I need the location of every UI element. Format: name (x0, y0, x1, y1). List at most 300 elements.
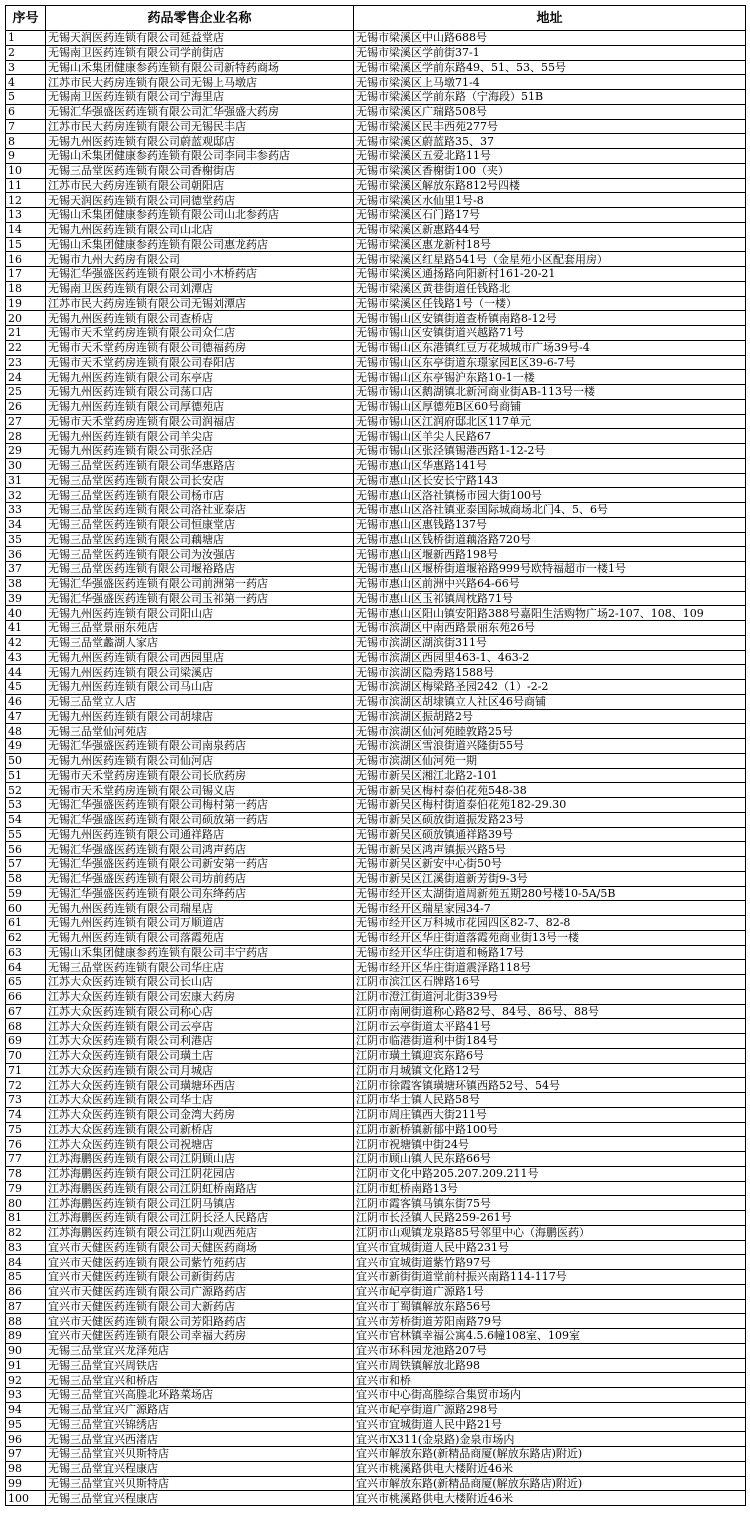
store-name: 无锡山禾集团健康参药连锁有限公司丰宁药店 (46, 945, 354, 960)
row-number: 19 (6, 296, 46, 311)
store-address: 无锡市梁溪区民丰西苑277号 (354, 119, 746, 134)
row-number: 56 (6, 842, 46, 857)
table-row (6, 1048, 746, 1063)
store-name: 无锡市天禾堂药房连锁有限公司德福药房 (46, 340, 354, 355)
store-name: 无锡三品堂医药连锁有限公司为汝强店 (46, 547, 354, 562)
store-name: 无锡三品堂医药连锁有限公司堰裕路店 (46, 562, 354, 577)
table-row (6, 975, 746, 990)
store-name: 江苏海鹏医药连锁有限公司江阴虹桥南路店 (46, 1181, 354, 1196)
table-row (6, 193, 746, 208)
table-row (6, 104, 746, 119)
store-name: 无锡三品堂景丽东苑店 (46, 621, 354, 636)
table-row (6, 252, 746, 267)
table-row (6, 1461, 746, 1476)
table-row (6, 1078, 746, 1093)
row-number: 69 (6, 1034, 46, 1049)
store-address: 无锡市梁溪区中山路688号 (354, 31, 746, 46)
store-address: 无锡市滨湖区隐秀路1588号 (354, 665, 746, 680)
table-row (6, 576, 746, 591)
row-number: 60 (6, 901, 46, 916)
table-row (6, 562, 746, 577)
table-row (6, 1388, 746, 1403)
store-address: 无锡市梁溪区水仙里1号-8 (354, 193, 746, 208)
store-address: 江阴市华士镇人民路58号 (354, 1093, 746, 1108)
table-row (6, 1476, 746, 1491)
row-number: 53 (6, 798, 46, 813)
table-row (6, 1004, 746, 1019)
table-row (6, 1373, 746, 1388)
table-row (6, 1063, 746, 1078)
row-number: 13 (6, 208, 46, 223)
store-name: 无锡九州医药连锁有限公司查桥店 (46, 311, 354, 326)
table-row (6, 1432, 746, 1447)
store-name: 无锡三品堂宜兴和桥店 (46, 1373, 354, 1388)
store-name: 无锡汇华强盛医药连锁有限公司鸿声药店 (46, 842, 354, 857)
row-number: 43 (6, 650, 46, 665)
row-number: 37 (6, 562, 46, 577)
store-name: 无锡三品堂宜兴贝斯特店 (46, 1447, 354, 1462)
store-name: 无锡三品堂立人店 (46, 694, 354, 709)
store-address: 无锡市惠山区华惠路141号 (354, 458, 746, 473)
store-address: 无锡市梁溪区解放东路812号四楼 (354, 178, 746, 193)
store-address: 无锡市梁溪区学前东路（宁海段）51B (354, 90, 746, 105)
store-name: 无锡三品堂医药连锁有限公司藕塘店 (46, 532, 354, 547)
row-number: 22 (6, 340, 46, 355)
row-number: 86 (6, 1284, 46, 1299)
row-number: 73 (6, 1093, 46, 1108)
store-address: 无锡市新吴区梅村街道泰伯花苑182-29.30 (354, 798, 746, 813)
store-name: 无锡九州医药连锁有限公司仙河店 (46, 753, 354, 768)
store-name: 江苏大众医药连锁有限公司利港店 (46, 1034, 354, 1049)
row-number: 99 (6, 1476, 46, 1491)
table-row (6, 635, 746, 650)
store-name: 无锡三品堂医药连锁有限公司华庄店 (46, 960, 354, 975)
store-address: 无锡市锡山区东亭锡沪东路10-1一楼 (354, 370, 746, 385)
store-name: 江苏大众医药连锁有限公司月城店 (46, 1063, 354, 1078)
store-address: 江阴市长泾镇人民路259-261号 (354, 1211, 746, 1226)
store-address: 无锡市惠山区堰新西路198号 (354, 547, 746, 562)
table-row (6, 842, 746, 857)
store-address: 无锡市梁溪区蔚蓝路35、37 (354, 134, 746, 149)
row-number: 12 (6, 193, 46, 208)
store-address: 无锡市梁溪区五爱北路11号 (354, 149, 746, 164)
store-name: 无锡市九州大药房有限公司 (46, 252, 354, 267)
store-address: 江阴市南闸街道称心路82号、84号、86号、88号 (354, 1004, 746, 1019)
row-number: 25 (6, 385, 46, 400)
table-row (6, 1417, 746, 1432)
store-address: 无锡市惠山区长安长宁路143 (354, 473, 746, 488)
row-number: 95 (6, 1417, 46, 1432)
store-name: 无锡汇华强盛医药连锁有限公司新安第一药店 (46, 857, 354, 872)
table-row (6, 1402, 746, 1417)
table-row (6, 916, 746, 931)
table-row (6, 370, 746, 385)
table-row (6, 753, 746, 768)
row-number: 66 (6, 989, 46, 1004)
table-row (6, 547, 746, 562)
store-name: 无锡市天禾堂药房连锁有限公司众仁店 (46, 326, 354, 341)
row-number: 14 (6, 222, 46, 237)
store-address: 无锡市锡山区安镇街道兴越路71号 (354, 326, 746, 341)
table-row (6, 930, 746, 945)
row-number: 62 (6, 930, 46, 945)
store-name: 宜兴市天健医药连锁有限公司天健医药商场 (46, 1240, 354, 1255)
row-number: 3 (6, 60, 46, 75)
store-name: 宜兴市天健医药连锁有限公司芳阳路药店 (46, 1314, 354, 1329)
store-address: 江阴市云亭街道太平路41号 (354, 1019, 746, 1034)
row-number: 93 (6, 1388, 46, 1403)
row-number: 1 (6, 31, 46, 46)
store-name: 无锡九州医药连锁有限公司落霞苑店 (46, 930, 354, 945)
store-address: 无锡市惠山区阳山镇安阳路388号嘉阳生活购物广场2-107、108、109 (354, 606, 746, 621)
row-number: 17 (6, 267, 46, 282)
store-name: 无锡三品堂蠡湖人家店 (46, 635, 354, 650)
table-row (6, 857, 746, 872)
store-address: 无锡市锡山区羊尖人民路67 (354, 429, 746, 444)
store-name: 宜兴市天健医药连锁有限公司大新药店 (46, 1299, 354, 1314)
row-number: 30 (6, 458, 46, 473)
store-name: 无锡九州医药连锁有限公司西园里店 (46, 650, 354, 665)
row-number: 75 (6, 1122, 46, 1137)
store-address: 江阴市澄江街道河北街339号 (354, 989, 746, 1004)
table-row (6, 1343, 746, 1358)
row-number: 44 (6, 665, 46, 680)
row-number: 45 (6, 680, 46, 695)
row-number: 39 (6, 591, 46, 606)
row-number: 80 (6, 1196, 46, 1211)
store-name: 宜兴市天健医药连锁有限公司广源路药店 (46, 1284, 354, 1299)
store-address: 宜兴市新街街道堂前村振兴南路114-117号 (354, 1270, 746, 1285)
table-row (6, 709, 746, 724)
store-address: 江阴市祝塘镇中街24号 (354, 1137, 746, 1152)
row-number: 34 (6, 517, 46, 532)
store-address: 宜兴市桃溪路供电大楼附近46米 (354, 1461, 746, 1476)
row-number: 21 (6, 326, 46, 341)
table-row (6, 621, 746, 636)
store-name: 宜兴市天健医药连锁有限公司紫竹苑药店 (46, 1255, 354, 1270)
store-address: 宜兴市和桥 (354, 1373, 746, 1388)
store-address: 江阴市徐霞客镇璜塘环镇西路52号、54号 (354, 1078, 746, 1093)
store-address: 无锡市经开区华庄街道震泽路118号 (354, 960, 746, 975)
store-name: 无锡汇华强盛医药连锁有限公司坊前药店 (46, 871, 354, 886)
row-number: 58 (6, 871, 46, 886)
store-name: 江苏市民大药房连锁有限公司朝阳店 (46, 178, 354, 193)
table-row (6, 311, 746, 326)
store-name: 江苏大众医药连锁有限公司云亭店 (46, 1019, 354, 1034)
row-number: 31 (6, 473, 46, 488)
store-name: 无锡九州医药连锁有限公司羊尖店 (46, 429, 354, 444)
row-number: 41 (6, 621, 46, 636)
store-name: 无锡九州医药连锁有限公司蔚蓝观邸店 (46, 134, 354, 149)
store-name: 宜兴市天健医药连锁有限公司幸福大药房 (46, 1329, 354, 1344)
store-address: 无锡市梁溪区惠龙新村18号 (354, 237, 746, 252)
row-number: 32 (6, 488, 46, 503)
header-row (6, 6, 746, 31)
row-number: 7 (6, 119, 46, 134)
row-number: 33 (6, 503, 46, 518)
table-row (6, 827, 746, 842)
header-no: 序号 (6, 6, 46, 31)
table-row (6, 1093, 746, 1108)
store-name: 无锡九州医药连锁有限公司东亭店 (46, 370, 354, 385)
store-address: 无锡市锡山区张泾镇锡港西路1-12-2号 (354, 444, 746, 459)
store-address: 无锡市锡山区安镇街道查桥镇南路8-12号 (354, 311, 746, 326)
store-name: 江苏海鹏医药连锁有限公司江阴马镇店 (46, 1196, 354, 1211)
store-name: 无锡三品堂宜兴程康店 (46, 1461, 354, 1476)
table-row (6, 606, 746, 621)
store-address: 无锡市新吴区江溪街道新芳街9-3号 (354, 871, 746, 886)
store-address: 无锡市梁溪区黄巷街道任钱路北 (354, 281, 746, 296)
store-address: 宜兴市解放东路(新精品商厦(解放东路店)附近) (354, 1476, 746, 1491)
store-name: 无锡汇华强盛医药连锁有限公司玉祁第一药店 (46, 591, 354, 606)
row-number: 91 (6, 1358, 46, 1373)
table-body (6, 31, 746, 1506)
table-row (6, 429, 746, 444)
row-number: 28 (6, 429, 46, 444)
store-name: 江苏大众医药连锁有限公司璜土店 (46, 1048, 354, 1063)
row-number: 20 (6, 311, 46, 326)
table-row (6, 458, 746, 473)
row-number: 26 (6, 399, 46, 414)
store-name: 无锡九州医药连锁有限公司胡埭店 (46, 709, 354, 724)
store-address: 宜兴市芳桥街道芳阳南路79号 (354, 1314, 746, 1329)
store-address: 无锡市惠山区钱桥街道藕洛路720号 (354, 532, 746, 547)
table-header (6, 6, 746, 31)
row-number: 16 (6, 252, 46, 267)
store-address: 江阴市月城镇文化路12号 (354, 1063, 746, 1078)
store-address: 无锡市新吴区梅村泰伯花苑548-38 (354, 783, 746, 798)
row-number: 72 (6, 1078, 46, 1093)
row-number: 55 (6, 827, 46, 842)
table-row (6, 768, 746, 783)
store-name: 江苏大众医药连锁有限公司新桥店 (46, 1122, 354, 1137)
row-number: 98 (6, 1461, 46, 1476)
row-number: 82 (6, 1225, 46, 1240)
table-row (6, 385, 746, 400)
store-address: 无锡市梁溪区香榭街100（夹） (354, 163, 746, 178)
store-address: 无锡市锡山区东亭街道东璟家园E区39-6-7号 (354, 355, 746, 370)
store-name: 无锡三品堂医药连锁有限公司恒康堂店 (46, 517, 354, 532)
pharmacy-table (5, 5, 746, 1506)
table-row (6, 1491, 746, 1506)
row-number: 78 (6, 1166, 46, 1181)
row-number: 24 (6, 370, 46, 385)
table-row (6, 237, 746, 252)
table-row (6, 60, 746, 75)
row-number: 81 (6, 1211, 46, 1226)
table-row (6, 1166, 746, 1181)
store-name: 江苏大众医药连锁有限公司璜塘环西店 (46, 1078, 354, 1093)
store-name: 无锡天润医药连锁有限公司同德堂药店 (46, 193, 354, 208)
row-number: 35 (6, 532, 46, 547)
table-row (6, 901, 746, 916)
store-address: 无锡市新吴区硕放镇通祥路39号 (354, 827, 746, 842)
store-address: 无锡市梁溪区任钱路1号（一楼） (354, 296, 746, 311)
table-row (6, 1196, 746, 1211)
row-number: 65 (6, 975, 46, 990)
store-address: 无锡市惠山区洛社镇亚泰国际城商场北门4、5、6号 (354, 503, 746, 518)
row-number: 40 (6, 606, 46, 621)
table-row (6, 473, 746, 488)
document-page (5, 5, 746, 1506)
table-row (6, 1314, 746, 1329)
store-address: 无锡市梁溪区学前东路49、51、53、55号 (354, 60, 746, 75)
store-address: 宜兴市官林镇幸福公寓4.5.6幢108室、109室 (354, 1329, 746, 1344)
store-name: 无锡九州医药连锁有限公司荡口店 (46, 385, 354, 400)
row-number: 89 (6, 1329, 46, 1344)
table-row (6, 1225, 746, 1240)
store-name: 江苏海鹏医药连锁有限公司江阴顾山店 (46, 1152, 354, 1167)
store-address: 宜兴市宜城街道人民中路21号 (354, 1417, 746, 1432)
table-row (6, 444, 746, 459)
store-name: 江苏大众医药连锁有限公司宏康大药房 (46, 989, 354, 1004)
row-number: 76 (6, 1137, 46, 1152)
store-name: 江苏大众医药连锁有限公司长山店 (46, 975, 354, 990)
table-row (6, 517, 746, 532)
store-address: 无锡市经开区瑞星家园34-7 (354, 901, 746, 916)
row-number: 54 (6, 812, 46, 827)
row-number: 36 (6, 547, 46, 562)
store-name: 无锡天润医药连锁有限公司延益堂店 (46, 31, 354, 46)
store-address: 无锡市锡山区鹅湖镇北新河商业街AB-113号一楼 (354, 385, 746, 400)
row-number: 61 (6, 916, 46, 931)
store-address: 无锡市滨湖区仙河苑一期 (354, 753, 746, 768)
store-address: 无锡市惠山区惠钱路137号 (354, 517, 746, 532)
row-number: 11 (6, 178, 46, 193)
table-row (6, 1255, 746, 1270)
store-address: 宜兴市桃溪路供电大楼附近46米 (354, 1491, 746, 1506)
store-name: 江苏海鹏医药连锁有限公司江阴长泾人民路店 (46, 1211, 354, 1226)
table-row (6, 871, 746, 886)
store-name: 江苏市民大药房连锁有限公司无锡上马墩店 (46, 75, 354, 90)
row-number: 79 (6, 1181, 46, 1196)
table-row (6, 1181, 746, 1196)
store-name: 江苏市民大药房连锁有限公司无锡刘潭店 (46, 296, 354, 311)
row-number: 57 (6, 857, 46, 872)
row-number: 51 (6, 768, 46, 783)
row-number: 90 (6, 1343, 46, 1358)
store-name: 无锡九州医药连锁有限公司万顺道店 (46, 916, 354, 931)
table-row (6, 119, 746, 134)
table-row (6, 340, 746, 355)
store-name: 无锡南卫医药连锁有限公司学前街店 (46, 45, 354, 60)
row-number: 38 (6, 576, 46, 591)
table-row (6, 414, 746, 429)
table-row (6, 783, 746, 798)
row-number: 83 (6, 1240, 46, 1255)
row-number: 70 (6, 1048, 46, 1063)
table-row (6, 222, 746, 237)
store-address: 无锡市惠山区玉祁镇周枕路71号 (354, 591, 746, 606)
table-row (6, 134, 746, 149)
store-name: 江苏海鹏医药连锁有限公司江阴花园店 (46, 1166, 354, 1181)
table-row (6, 75, 746, 90)
table-row (6, 945, 746, 960)
store-address: 无锡市新吴区鸿声镇振兴路5号 (354, 842, 746, 857)
table-row (6, 665, 746, 680)
row-number: 71 (6, 1063, 46, 1078)
row-number: 23 (6, 355, 46, 370)
store-name: 无锡山禾集团健康参药连锁有限公司李同丰参药店 (46, 149, 354, 164)
table-row (6, 1019, 746, 1034)
store-name: 江苏海鹏医药连锁有限公司江阴山观西苑店 (46, 1225, 354, 1240)
store-name: 无锡三品堂宜兴周铁店 (46, 1358, 354, 1373)
store-name: 无锡九州医药连锁有限公司阳山店 (46, 606, 354, 621)
store-address: 宜兴市解放东路(新精品商厦(解放东路店)附近) (354, 1447, 746, 1462)
store-address: 无锡市梁溪区上马墩71-4 (354, 75, 746, 90)
header-name: 药品零售企业名称 (46, 6, 354, 31)
store-address: 江阴市滨江区石牌路16号 (354, 975, 746, 990)
store-address: 江阴市山观镇龙泉路85号邻里中心（海鹏医药） (354, 1225, 746, 1240)
store-name: 无锡三品堂宜兴程康店 (46, 1491, 354, 1506)
store-address: 江阴市虹桥南路13号 (354, 1181, 746, 1196)
store-name: 无锡三品堂仙河苑店 (46, 724, 354, 739)
table-row (6, 1122, 746, 1137)
table-row (6, 281, 746, 296)
table-row (6, 650, 746, 665)
table-row (6, 989, 746, 1004)
store-name: 江苏大众医药连锁有限公司华士店 (46, 1093, 354, 1108)
store-address: 无锡市惠山区堰桥街道堰裕路999号欧特福超市一楼1号 (354, 562, 746, 577)
row-number: 10 (6, 163, 46, 178)
table-row (6, 724, 746, 739)
store-address: 宜兴市中心街高塍综合集贸市场内 (354, 1388, 746, 1403)
store-address: 宜兴市丁蜀镇解放东路56号 (354, 1299, 746, 1314)
row-number: 77 (6, 1152, 46, 1167)
table-row (6, 1152, 746, 1167)
row-number: 63 (6, 945, 46, 960)
table-row (6, 488, 746, 503)
store-address: 江阴市璜土镇迎宾东路6号 (354, 1048, 746, 1063)
row-number: 64 (6, 960, 46, 975)
row-number: 2 (6, 45, 46, 60)
store-name: 无锡三品堂宜兴广源路店 (46, 1402, 354, 1417)
store-address: 无锡市梁溪区广瑞路508号 (354, 104, 746, 119)
store-name: 江苏市民大药房连锁有限公司无锡民丰店 (46, 119, 354, 134)
table-row (6, 812, 746, 827)
store-name: 无锡三品堂医药连锁有限公司洛社亚泰店 (46, 503, 354, 518)
store-address: 无锡市新吴区新安中心街50号 (354, 857, 746, 872)
store-name: 无锡三品堂医药连锁有限公司长安店 (46, 473, 354, 488)
row-number: 5 (6, 90, 46, 105)
row-number: 67 (6, 1004, 46, 1019)
row-number: 100 (6, 1491, 46, 1506)
table-row (6, 355, 746, 370)
store-address: 无锡市梁溪区通扬路向阳新村161-20-21 (354, 267, 746, 282)
row-number: 8 (6, 134, 46, 149)
row-number: 84 (6, 1255, 46, 1270)
table-row (6, 45, 746, 60)
store-address: 无锡市新吴区硕放街道振发路23号 (354, 812, 746, 827)
row-number: 47 (6, 709, 46, 724)
store-address: 无锡市锡山区东港镇红豆万花城城市广场39号-4 (354, 340, 746, 355)
row-number: 68 (6, 1019, 46, 1034)
store-name: 江苏大众医药连锁有限公司称心店 (46, 1004, 354, 1019)
table-row (6, 1107, 746, 1122)
store-address: 宜兴市环科园龙池路207号 (354, 1343, 746, 1358)
store-name: 无锡汇华强盛医药连锁有限公司硕放第一药店 (46, 812, 354, 827)
table-row (6, 178, 746, 193)
store-address: 无锡市经开区华庄街道和畅路17号 (354, 945, 746, 960)
table-row (6, 90, 746, 105)
store-address: 江阴市周庄镇西大街211号 (354, 1107, 746, 1122)
store-name: 无锡三品堂宜兴高塍北环路菜场店 (46, 1388, 354, 1403)
store-address: 无锡市滨湖区中南西路景丽东苑26号 (354, 621, 746, 636)
store-name: 无锡三品堂医药连锁有限公司香榭街店 (46, 163, 354, 178)
store-address: 无锡市滨湖区雪浪街道兴隆街55号 (354, 739, 746, 754)
store-address: 无锡市梁溪区新惠路44号 (354, 222, 746, 237)
store-address: 无锡市滨湖区振胡路2号 (354, 709, 746, 724)
